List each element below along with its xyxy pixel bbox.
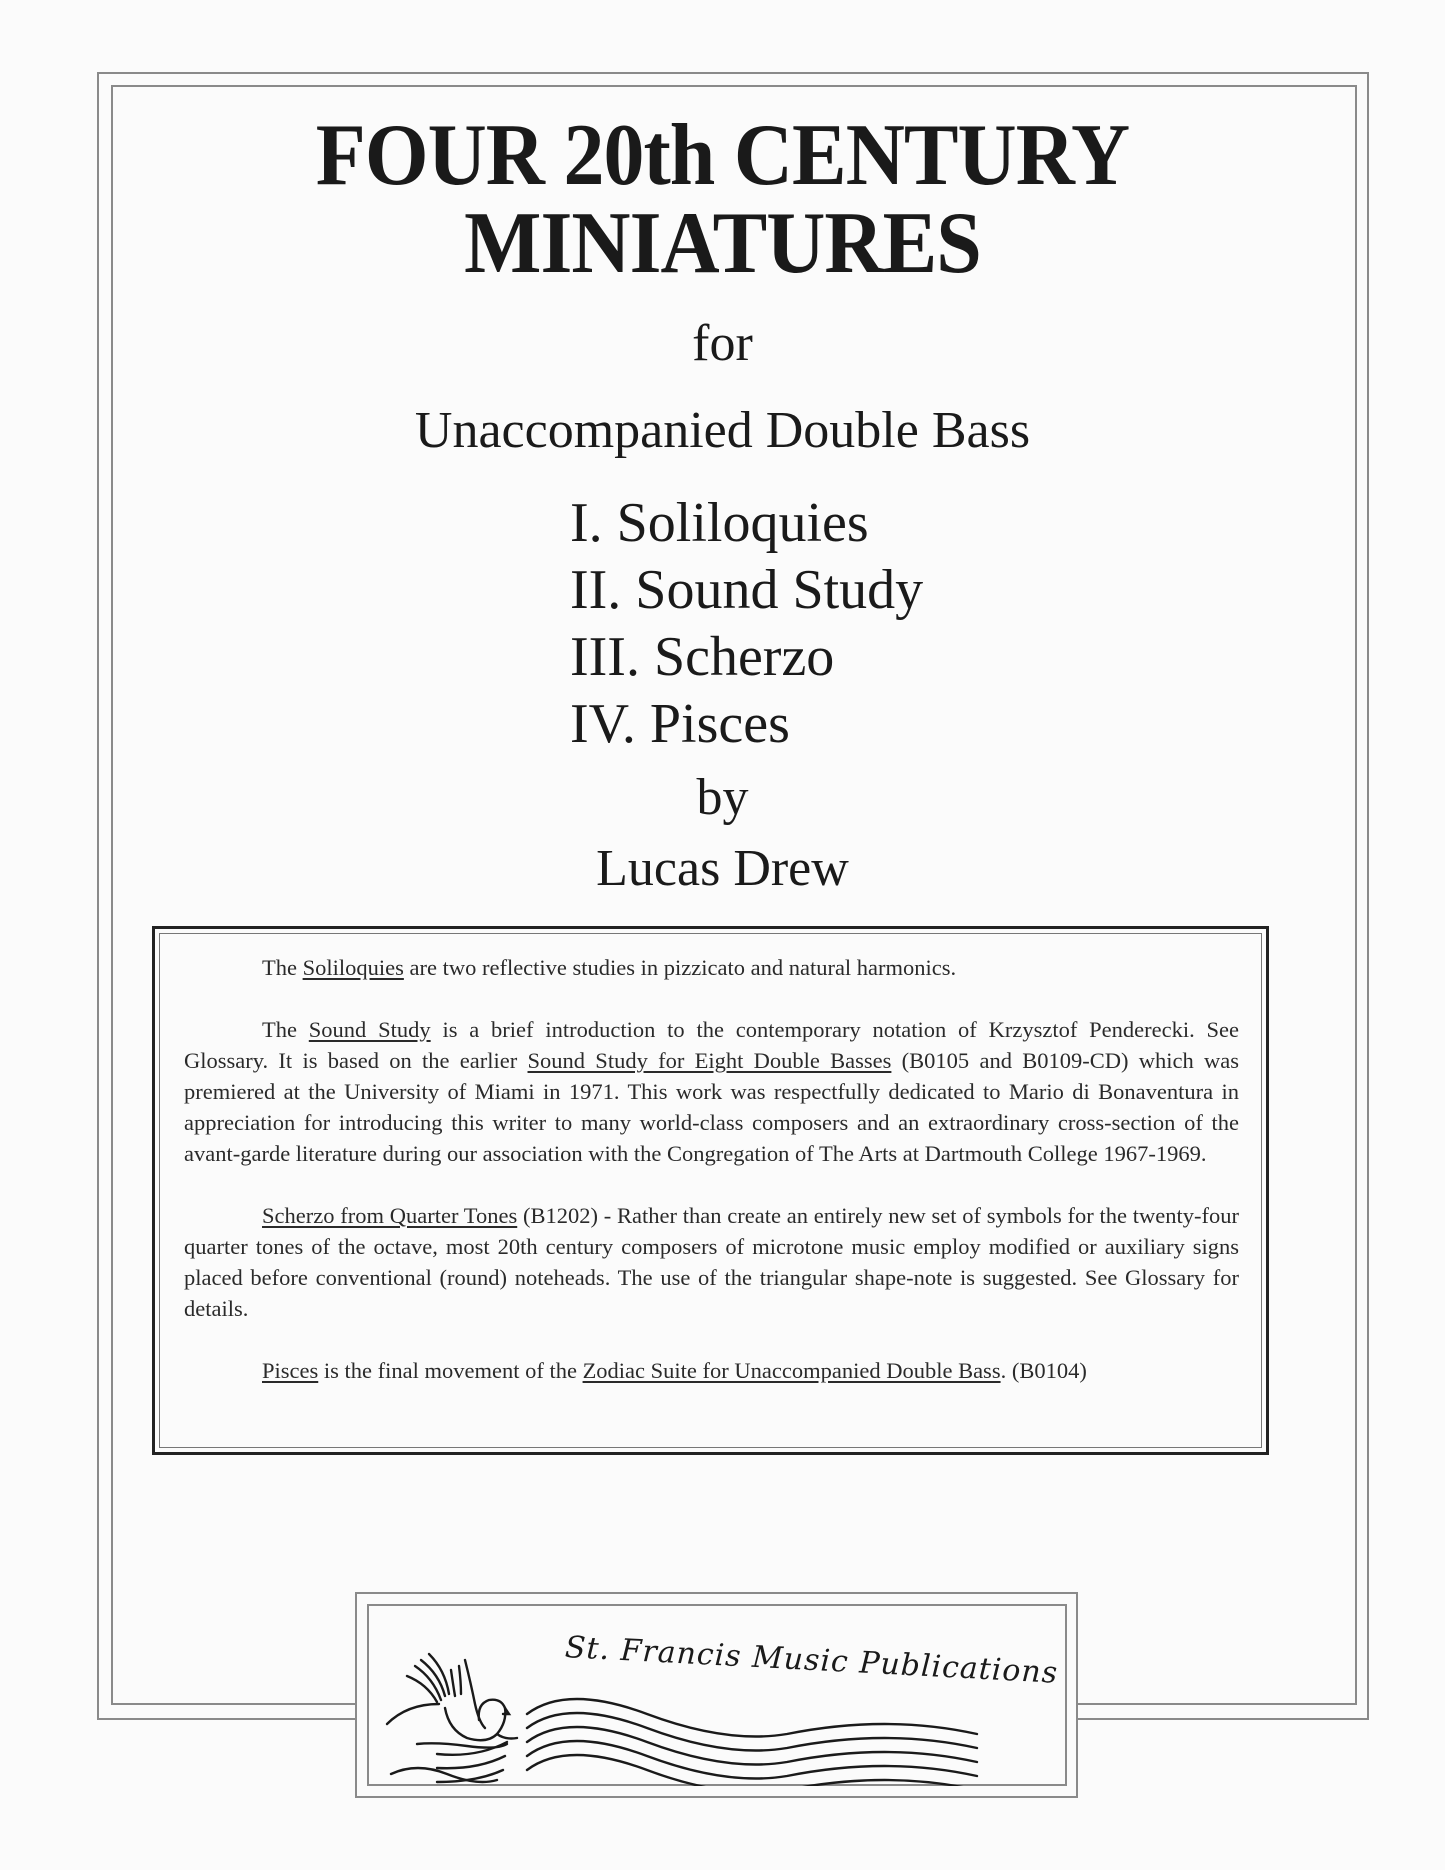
description-paragraph-sound-study [184, 1014, 1239, 1169]
movement-3: III. Scherzo [570, 626, 835, 688]
description-text [184, 952, 1239, 1417]
text: The [262, 1017, 309, 1042]
work-title-pisces: Pisces [262, 1358, 319, 1383]
work-title-scherzo-quarter-tones: Scherzo from Quarter Tones [262, 1203, 518, 1228]
text: (B0105 and B0109-CD) which was premiered at the University of Miami in 1971. This work was respectfully dedicated to Mario di Bonaventura in appreciation for introducing this writer to many world-class composers and an extraordinary cross-section of the avant-garde literature during our association with the Congregation of The Arts at Dartmouth College 1967-1969. [184, 1048, 1240, 1166]
description-paragraph-pisces [184, 1355, 1239, 1386]
text: (B1202) - Rather than create an entirely new set of symbols for the twenty-four quarter tones of the octave, most 20th century composers of microtone music employ modified or auxiliary signs placed before conventional (round) noteheads. The use of the triangular shape-note is suggested. See Glossary for details. [184, 1203, 1239, 1321]
work-title-zodiac-suite: Zodiac Suite for Unaccompanied Double Bass [582, 1358, 1001, 1383]
movement-list [570, 490, 923, 758]
text: is the final movement of the [318, 1358, 583, 1383]
byline-by: by [696, 769, 749, 826]
composer-name: Lucas Drew [596, 840, 849, 897]
movement-1: I. Soliloquies [570, 492, 869, 554]
dove-with-staff-lines-icon [367, 1604, 1067, 1786]
work-title-soliloquies: Soliloquies [302, 955, 404, 980]
publisher-name: St. Francis Music Publications [564, 1630, 1060, 1691]
text: is a brief introduction to the contemporary notation of Krzysztof Penderecki. See Glossary. It is based on the earlier [184, 1017, 1240, 1073]
work-title-sound-study: Sound Study [308, 1017, 431, 1042]
text: are two reflective studies in pizzicato and natural harmonics. [403, 955, 957, 980]
subtitle-instrument: Unaccompanied Double Bass [414, 402, 1031, 459]
work-title-sound-study-eight-basses: Sound Study for Eight Double Basses [527, 1048, 892, 1073]
description-paragraph-soliloquies [184, 952, 1239, 983]
movement-2: II. Sound Study [570, 559, 924, 621]
title-line-2: MINIATURES [464, 195, 981, 292]
title-line-1: FOUR 20th CENTURY [315, 107, 1130, 204]
text: The [262, 955, 303, 980]
movement-4: IV. Pisces [570, 693, 790, 755]
subtitle-for: for [692, 315, 753, 372]
description-paragraph-scherzo [184, 1200, 1239, 1324]
text: . (B0104) [1000, 1358, 1087, 1383]
